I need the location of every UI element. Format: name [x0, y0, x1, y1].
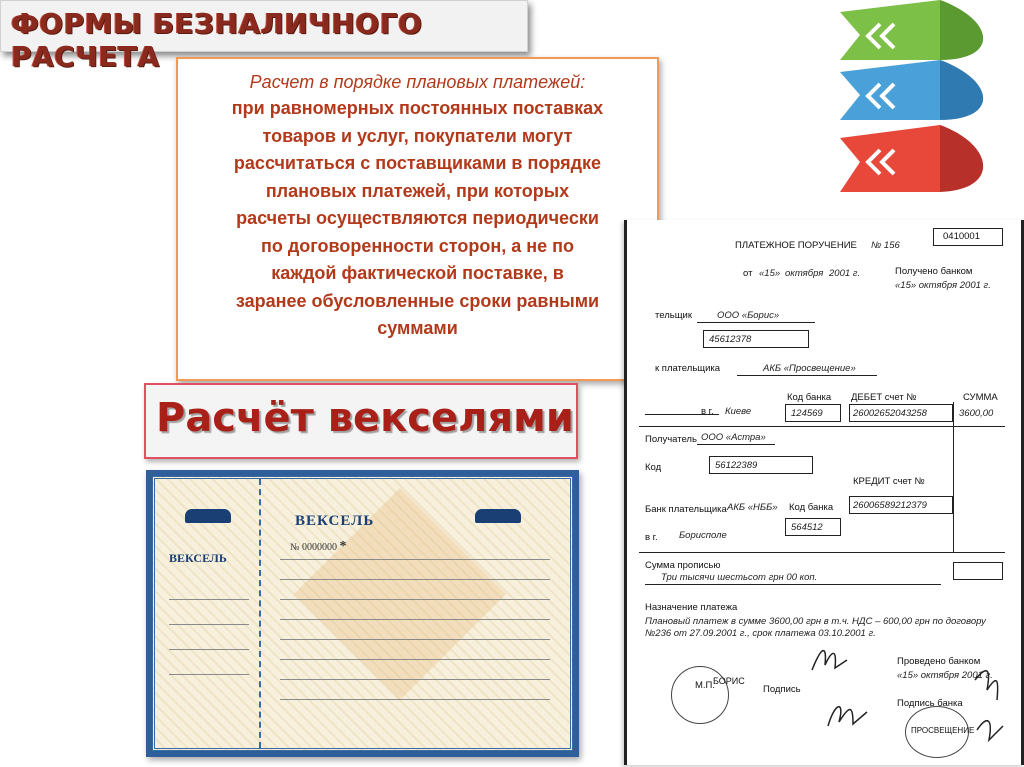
bank-logo-icon	[185, 509, 231, 523]
bills-heading-box	[144, 383, 578, 459]
bill-number: № 0000000 *	[290, 539, 347, 554]
textbox-line: плановых платежей, при которых	[265, 180, 570, 201]
form-date-day: «15»	[759, 268, 781, 279]
processed-date: «15» октября 2001 г.	[897, 670, 993, 681]
sum-label: СУММА	[963, 392, 998, 403]
debit-value: 26002652043258	[853, 408, 927, 419]
code-label: Код	[645, 462, 662, 473]
code-value: 56122389	[715, 460, 758, 471]
bank-logo-icon	[475, 509, 521, 523]
recipient-value: ООО «Астра»	[701, 432, 766, 443]
bank-signature-label: Подпись банка	[897, 698, 963, 709]
form-received-label: Получено банком	[895, 266, 973, 277]
code-bank-value: 124569	[791, 408, 823, 419]
textbox-line: расчеты осуществляются периодически	[236, 208, 599, 228]
signature-label: Подпись	[763, 684, 801, 695]
textbox-body	[188, 95, 647, 343]
slide-title-tab	[0, 0, 528, 73]
bill-stub-title: ВЕКСЕЛЬ	[169, 551, 227, 565]
city-label-2: в г.	[645, 532, 658, 543]
bill-of-exchange-image	[146, 470, 579, 757]
form-date-year: 2001 г.	[829, 268, 861, 279]
recipient-bank-label: Банк плательщика	[645, 504, 727, 515]
purpose-line-2: №236 от 27.09.2001 г., срок платежа 03.10.2001 г.	[645, 628, 876, 639]
city-value-2: Борисполе	[679, 530, 727, 541]
textbox-line: по договоренности сторон, а не по	[261, 235, 574, 256]
sum-words-label: Сумма прописью	[645, 560, 721, 571]
form-date-month: октября	[785, 268, 824, 279]
city-label: в г.	[701, 406, 714, 417]
form-code: 0410001	[943, 231, 980, 242]
form-title: ПЛАТЕЖНОЕ ПОРУЧЕНИЕ	[735, 240, 857, 251]
credit-label: КРЕДИТ счет №	[853, 476, 925, 487]
textbox-line: при равномерных постоянных поставках	[231, 98, 604, 118]
company-stamp	[671, 666, 729, 724]
textbox-line: товаров и услуг, покупатели могут	[262, 125, 573, 146]
ribbon-decoration	[820, 0, 1024, 220]
signature-icon	[967, 660, 1011, 750]
textbox-line: рассчитаться с поставщиками в порядке	[233, 153, 602, 173]
bill-title: ВЕКСЕЛЬ	[295, 513, 375, 529]
bills-heading: Расчёт векселями	[156, 395, 574, 441]
slide-title: ФОРМЫ БЕЗНАЛИЧНОГО РАСЧЕТА	[11, 7, 423, 73]
payer-bank-label: к плательщика	[655, 363, 721, 374]
payer-code: 45612378	[709, 334, 752, 345]
purpose-label: Назначение платежа	[645, 602, 738, 613]
textbox-line: каждой фактической поставке, в	[271, 263, 564, 283]
stamp-text: БОРИС	[713, 676, 745, 686]
recipient-bank-value: АКБ «НББ»	[727, 502, 778, 513]
credit-value: 26006589212379	[853, 500, 927, 511]
planned-payments-textbox	[176, 57, 659, 381]
bill-inner	[152, 476, 573, 751]
signature-icon	[823, 694, 873, 734]
signature-icon	[807, 640, 857, 680]
purpose-line-1: Плановый платеж в сумме 3600,00 грн в т.ч. НДС – 600,00 грн по договору	[645, 616, 986, 627]
payer-label: тельщик	[655, 310, 692, 321]
city-value: Киеве	[725, 406, 752, 417]
processed-label: Проведено банком	[897, 656, 981, 667]
payment-order-form	[624, 220, 1024, 765]
textbox-line: суммами	[377, 318, 458, 338]
recipient-label: Получатель	[645, 434, 697, 445]
sum-value: 3600,00	[959, 408, 994, 419]
form-number: № 156	[871, 240, 900, 251]
code-bank-value-2: 564512	[791, 522, 823, 533]
code-bank-label-2: Код банка	[789, 502, 834, 513]
code-bank-label: Код банка	[787, 392, 832, 403]
bank-stamp-text: ПРОСВЕЩЕНИЕ	[911, 726, 975, 735]
payer-value: ООО «Борис»	[717, 310, 780, 321]
sum-words-value: Три тысячи шестьсот грн 00 коп.	[661, 572, 818, 583]
form-received-date: «15» октября 2001 г.	[895, 280, 991, 291]
mp-label: М.П.	[695, 680, 716, 691]
debit-label: ДЕБЕТ счет №	[851, 392, 917, 403]
textbox-line: заранее обусловленные сроки равными	[235, 290, 600, 311]
payer-bank-value: АКБ «Просвещение»	[763, 363, 856, 374]
textbox-heading: Расчет в порядке плановых платежей:	[249, 72, 586, 92]
form-date-prefix: от	[743, 268, 753, 279]
